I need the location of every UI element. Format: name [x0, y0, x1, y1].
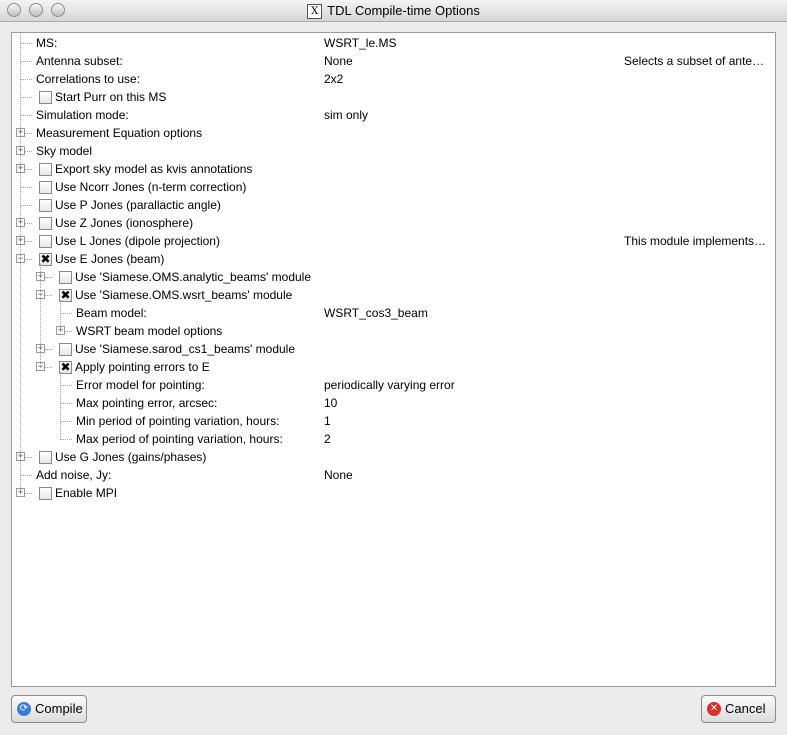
option-label: Enable MPI	[55, 486, 118, 500]
option-label: Beam model:	[76, 306, 147, 320]
tree-row[interactable]	[12, 286, 775, 304]
tree-branch-line	[60, 385, 72, 386]
option-description: This module implements…	[624, 234, 767, 248]
expand-icon[interactable]: +	[37, 343, 44, 353]
collapse-icon[interactable]: −	[37, 361, 44, 371]
tree-row[interactable]	[12, 412, 775, 430]
option-value[interactable]: periodically varying error	[324, 378, 455, 392]
option-label: Use 'Siamese.OMS.wsrt_beams' module	[75, 288, 293, 302]
expand-icon[interactable]: +	[37, 271, 44, 281]
option-label: Error model for pointing:	[76, 378, 205, 392]
option-value[interactable]: None	[324, 468, 353, 482]
tree-row[interactable]	[12, 358, 775, 376]
expand-icon[interactable]: +	[17, 235, 24, 245]
tree-branch-line	[60, 313, 72, 314]
option-label: Start Purr on this MS	[55, 90, 167, 104]
tree-row[interactable]	[12, 394, 775, 412]
tree-guide-line	[60, 300, 61, 332]
option-description: Selects a subset of ante…	[624, 54, 765, 68]
tree-row[interactable]	[12, 268, 775, 286]
tree-branch-line	[60, 403, 72, 404]
expand-icon[interactable]: +	[17, 145, 24, 155]
tree-branch-line	[20, 61, 32, 62]
tree-guide-line	[60, 372, 61, 440]
collapse-icon[interactable]: −	[17, 253, 24, 263]
title-bar	[0, 0, 787, 22]
cancel-button[interactable]	[701, 695, 776, 723]
option-value[interactable]: 2x2	[324, 72, 344, 86]
tree-row[interactable]	[12, 106, 775, 124]
cancel-icon: ✕	[707, 702, 721, 716]
tree-row[interactable]	[12, 466, 775, 484]
tree-branch-line	[20, 475, 32, 476]
option-label: Use G Jones (gains/phases)	[55, 450, 207, 464]
tree-row[interactable]	[12, 304, 775, 322]
collapse-icon[interactable]: −	[37, 289, 44, 299]
tree-row[interactable]	[12, 232, 775, 250]
tree-row[interactable]	[12, 196, 775, 214]
tree-row[interactable]	[12, 214, 775, 232]
tree-branch-line	[20, 43, 32, 44]
option-label: Use E Jones (beam)	[55, 252, 165, 266]
tree-row[interactable]	[12, 322, 775, 340]
tree-row[interactable]	[12, 124, 775, 142]
expand-icon[interactable]: +	[17, 127, 24, 137]
checkbox-checked[interactable]: ✖	[40, 252, 51, 266]
option-label: Export sky model as kvis annotations	[55, 162, 253, 176]
checkbox-checked[interactable]: ✖	[60, 288, 71, 302]
tree-branch-line	[20, 205, 32, 206]
tree-row[interactable]	[12, 376, 775, 394]
option-label: Use P Jones (parallactic angle)	[55, 198, 221, 212]
x11-icon: X	[307, 4, 322, 19]
checkbox-unchecked[interactable]	[39, 163, 52, 176]
window-title-area	[0, 0, 787, 22]
tree-row[interactable]	[12, 340, 775, 358]
compile-button[interactable]	[11, 695, 87, 723]
option-label: Use L Jones (dipole projection)	[55, 234, 220, 248]
option-label: Antenna subset:	[36, 54, 123, 68]
tree-branch-line	[20, 79, 32, 80]
tree-row[interactable]	[12, 448, 775, 466]
checkbox-checked[interactable]: ✖	[60, 360, 71, 374]
tree-row[interactable]	[12, 250, 775, 268]
expand-icon[interactable]: +	[17, 217, 24, 227]
checkbox-unchecked[interactable]	[39, 235, 52, 248]
option-value[interactable]: 2	[324, 432, 331, 446]
tree-row[interactable]	[12, 88, 775, 106]
option-value[interactable]: 1	[324, 414, 331, 428]
tree-row[interactable]	[12, 70, 775, 88]
tree-row[interactable]	[12, 178, 775, 196]
tree-row[interactable]	[12, 484, 775, 502]
tree-row[interactable]	[12, 160, 775, 178]
expand-icon[interactable]: +	[17, 451, 24, 461]
option-value[interactable]: sim only	[324, 108, 369, 122]
checkbox-unchecked[interactable]	[59, 343, 72, 356]
options-tree[interactable]	[11, 32, 776, 687]
option-label: Use Z Jones (ionosphere)	[55, 216, 194, 230]
tree-guide-line	[20, 33, 21, 494]
option-label: Use Ncorr Jones (n-term correction)	[55, 180, 247, 194]
tree-guide-line	[40, 264, 41, 368]
compile-button-label: Compile	[35, 701, 83, 716]
option-label: Measurement Equation options	[36, 126, 203, 140]
expand-icon[interactable]: +	[17, 487, 24, 497]
tree-row[interactable]	[12, 430, 775, 448]
option-value[interactable]: 10	[324, 396, 338, 410]
option-label: Use 'Siamese.OMS.analytic_beams' module	[75, 270, 312, 284]
tree-branch-line	[60, 421, 72, 422]
option-value[interactable]: WSRT_cos3_beam	[324, 306, 428, 320]
option-label: Apply pointing errors to E	[75, 360, 210, 374]
tree-row[interactable]	[12, 52, 775, 70]
option-label: MS:	[36, 36, 58, 50]
tree-branch-line	[60, 439, 72, 440]
option-label: Min period of pointing variation, hours:	[76, 414, 280, 428]
expand-icon[interactable]: +	[57, 325, 64, 335]
checkbox-unchecked[interactable]	[39, 487, 52, 500]
option-label: Add noise, Jy:	[36, 468, 112, 482]
option-value[interactable]: None	[324, 54, 353, 68]
tree-branch-line	[20, 187, 32, 188]
checkbox-unchecked[interactable]	[39, 91, 52, 104]
checkbox-unchecked[interactable]	[39, 199, 52, 212]
option-label: Max pointing error, arcsec:	[76, 396, 218, 410]
tree-row[interactable]	[12, 34, 775, 52]
option-value[interactable]: WSRT_le.MS	[324, 36, 397, 50]
cancel-button-label: Cancel	[725, 701, 766, 716]
checkbox-unchecked[interactable]	[39, 451, 52, 464]
option-label: Max period of pointing variation, hours:	[76, 432, 283, 446]
checkbox-unchecked[interactable]	[39, 217, 52, 230]
checkbox-unchecked[interactable]	[59, 271, 72, 284]
option-label: Correlations to use:	[36, 72, 141, 86]
checkbox-unchecked[interactable]	[39, 181, 52, 194]
option-label: Simulation mode:	[36, 108, 129, 122]
gear-icon: ⟳	[17, 702, 31, 716]
option-label: WSRT beam model options	[76, 324, 223, 338]
tree-branch-line	[20, 97, 32, 98]
option-label: Use 'Siamese.sarod_cs1_beams' module	[75, 342, 296, 356]
window-title: TDL Compile-time Options	[327, 3, 480, 18]
tree-branch-line	[20, 115, 32, 116]
expand-icon[interactable]: +	[17, 163, 24, 173]
option-label: Sky model	[36, 144, 93, 158]
tree-row[interactable]	[12, 142, 775, 160]
